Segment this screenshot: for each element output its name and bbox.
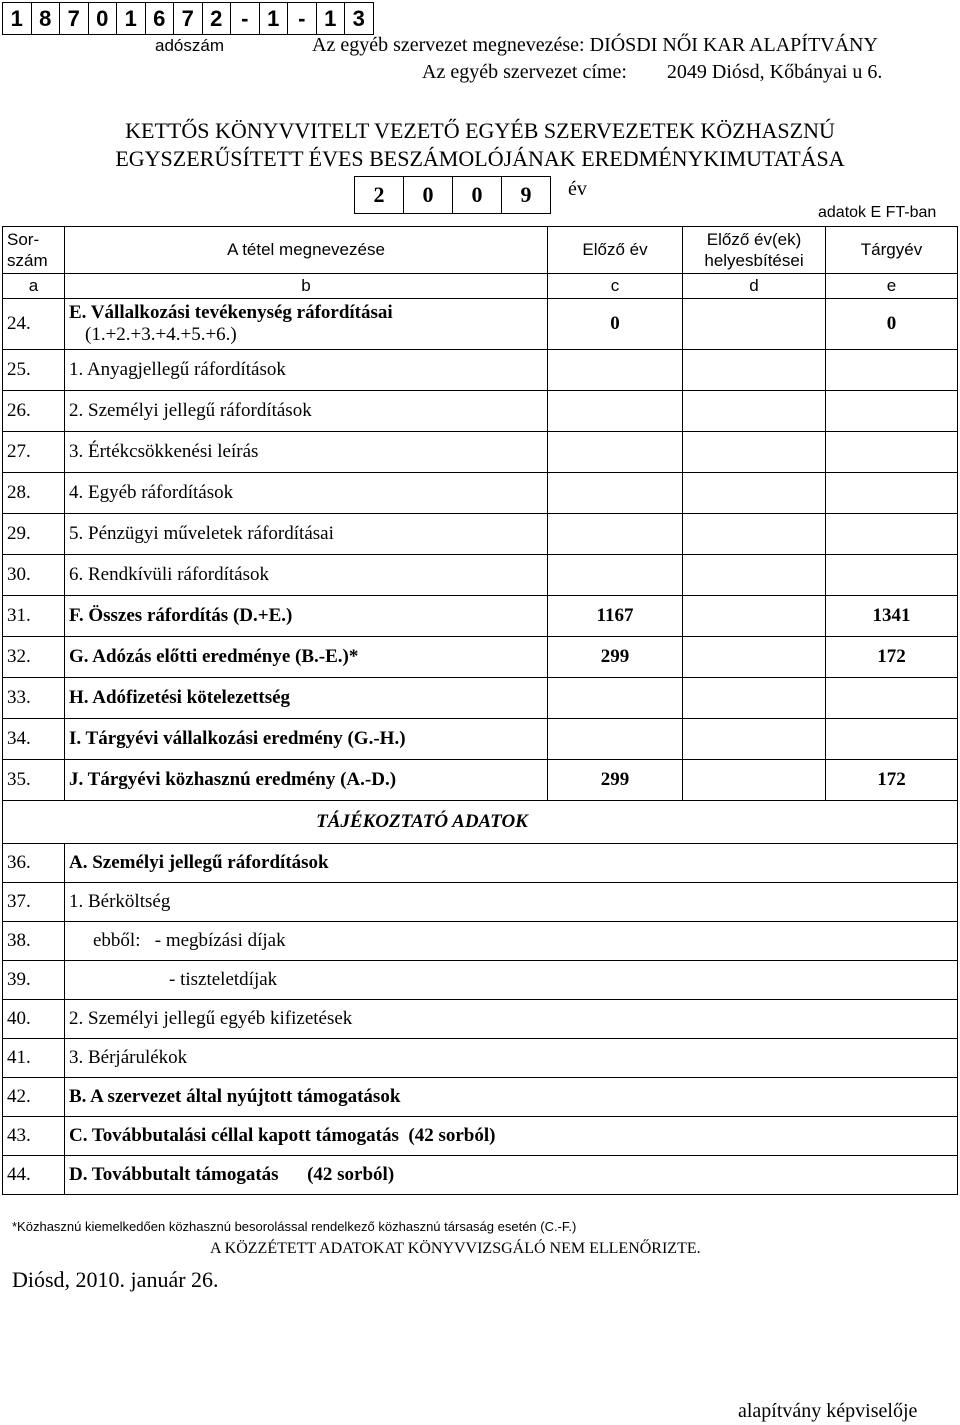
row-curr-value: 172 xyxy=(826,760,958,801)
header-current-year: Tárgyév xyxy=(826,227,958,274)
row-prev-value: 299 xyxy=(548,760,683,801)
row-corr-value xyxy=(683,760,826,801)
info-row-number: 43. xyxy=(3,1117,65,1156)
report-title-line1: KETTŐS KÖNYVVITELT VEZETŐ EGYÉB SZERVEZETEK KÖZHASZNÚ xyxy=(125,118,835,143)
tax-number-label: adószám xyxy=(155,36,224,55)
row-curr-value xyxy=(826,391,958,432)
row-curr-value: 172 xyxy=(826,637,958,678)
signature-label: alapítvány képviselője xyxy=(738,1400,918,1422)
income-statement-table xyxy=(2,226,958,1195)
tax-digit: 1 xyxy=(3,3,32,34)
row-prev-value xyxy=(548,350,683,391)
info-row-label: B. A szervezet által nyújtott támogatások xyxy=(65,1078,958,1117)
year-digit: 2 xyxy=(355,177,404,213)
tax-digit: 1 xyxy=(260,3,289,34)
header-previous-year: Előző év xyxy=(548,227,683,274)
footnote: *Közhasznú kiemelkedően közhasznú besorolással rendelkező közhasznú társaság esetén (C.-F.) xyxy=(12,1219,577,1234)
row-prev-value xyxy=(548,514,683,555)
info-heading-row xyxy=(3,801,958,844)
header-row-number-line2: szám xyxy=(7,251,48,270)
row-label: 5. Pénzügyi műveletek ráfordításai xyxy=(65,514,548,555)
table-row xyxy=(3,555,958,596)
info-row xyxy=(3,844,958,883)
column-letter: b xyxy=(65,274,548,299)
row-prev-value xyxy=(548,473,683,514)
row-number: 26. xyxy=(3,391,65,432)
info-heading: TÁJÉKOZTATÓ ADATOK xyxy=(3,801,958,844)
tax-digit: 3 xyxy=(352,6,365,31)
info-row-number: 39. xyxy=(3,961,65,1000)
row-corr-value xyxy=(683,299,826,350)
year-boxes xyxy=(354,176,551,214)
table-row xyxy=(3,432,958,473)
info-row xyxy=(3,1039,958,1078)
info-row-label: A. Személyi jellegű ráfordítások xyxy=(65,844,958,883)
row-label: J. Tárgyévi közhasznú eredmény (A.-D.) xyxy=(65,760,548,801)
header-item-name: A tétel megnevezése xyxy=(65,227,548,274)
org-name-row xyxy=(312,34,878,57)
row-label-line1: E. Vállalkozási tevékenység ráfordításai xyxy=(69,302,393,323)
info-row-label: 1. Bérköltség xyxy=(65,883,958,922)
row-corr-value xyxy=(683,678,826,719)
org-address-row xyxy=(422,61,882,84)
row-label: 3. Értékcsökkenési leírás xyxy=(65,432,548,473)
table-row xyxy=(3,719,958,760)
table-row xyxy=(3,299,958,350)
info-row xyxy=(3,1117,958,1156)
row-corr-value xyxy=(683,350,826,391)
row-curr-value xyxy=(826,719,958,760)
row-curr-value xyxy=(826,432,958,473)
info-row-number: 41. xyxy=(3,1039,65,1078)
info-row-number: 44. xyxy=(3,1156,65,1195)
info-row-label: ebből: - megbízási díjak xyxy=(65,922,958,961)
year-digit: 9 xyxy=(520,182,532,207)
tax-digit: - xyxy=(231,3,260,34)
audit-note: A KÖZZÉTETT ADATOKAT KÖNYVVIZSGÁLÓ NEM ELLENŐRIZTE. xyxy=(210,1240,701,1257)
row-label: F. Összes ráfordítás (D.+E.) xyxy=(65,596,548,637)
year-digit: 0 xyxy=(453,177,502,213)
row-curr-value xyxy=(826,350,958,391)
tax-digit: 6 xyxy=(146,3,175,34)
tax-digit: 2 xyxy=(203,3,232,34)
tax-number-boxes xyxy=(2,2,374,35)
header-row-number-line1: Sor- xyxy=(7,230,40,249)
row-label: 1. Anyagjellegű ráfordítások xyxy=(65,350,548,391)
row-prev-value xyxy=(548,719,683,760)
row-number: 35. xyxy=(3,760,65,801)
tax-digit: 7 xyxy=(60,3,89,34)
table-header-row xyxy=(3,227,958,274)
unit-label: adatok E FT-ban xyxy=(818,204,937,221)
row-number: 29. xyxy=(3,514,65,555)
info-row xyxy=(3,1156,958,1195)
org-address-label: Az egyéb szervezet címe: xyxy=(422,61,627,83)
info-row-number: 40. xyxy=(3,1000,65,1039)
column-letter-row xyxy=(3,274,958,299)
row-curr-value: 0 xyxy=(826,299,958,350)
row-curr-value: 1341 xyxy=(826,596,958,637)
row-label: 4. Egyéb ráfordítások xyxy=(65,473,548,514)
table-row xyxy=(3,760,958,801)
row-corr-value xyxy=(683,719,826,760)
row-prev-value: 0 xyxy=(548,299,683,350)
tax-digit: - xyxy=(288,3,317,34)
info-row-number: 42. xyxy=(3,1078,65,1117)
row-curr-value xyxy=(826,473,958,514)
row-prev-value xyxy=(548,678,683,719)
row-number: 24. xyxy=(3,299,65,350)
header-corrections-line2: helyesbítései xyxy=(704,251,804,270)
tax-digit: 1 xyxy=(117,3,146,34)
row-label-line2: (1.+2.+3.+4.+5.+6.) xyxy=(85,324,237,345)
header-corrections xyxy=(683,227,826,274)
row-number: 28. xyxy=(3,473,65,514)
info-row-label: 2. Személyi jellegű egyéb kifizetések xyxy=(65,1000,958,1039)
row-corr-value xyxy=(683,473,826,514)
header-corrections-line1: Előző év(ek) xyxy=(706,230,802,249)
row-label xyxy=(65,299,548,350)
info-row-number: 37. xyxy=(3,883,65,922)
row-corr-value xyxy=(683,596,826,637)
header-row-number xyxy=(3,227,65,274)
table-row xyxy=(3,350,958,391)
info-row-label: - tiszteletdíjak xyxy=(65,961,958,1000)
row-label: 6. Rendkívüli ráfordítások xyxy=(65,555,548,596)
row-prev-value: 1167 xyxy=(548,596,683,637)
row-number: 25. xyxy=(3,350,65,391)
info-row-number: 38. xyxy=(3,922,65,961)
info-row-label: D. Továbbutalt támogatás (42 sorból) xyxy=(65,1156,958,1195)
year-label: év xyxy=(568,178,587,200)
info-row xyxy=(3,961,958,1000)
row-number: 30. xyxy=(3,555,65,596)
row-number: 31. xyxy=(3,596,65,637)
info-row-label: C. Továbbutalási céllal kapott támogatás (42 sorból) xyxy=(65,1117,958,1156)
row-corr-value xyxy=(683,391,826,432)
org-name: DIÓSDI NŐI KAR ALAPÍTVÁNY xyxy=(589,34,878,56)
info-row-number: 36. xyxy=(3,844,65,883)
row-label: 2. Személyi jellegű ráfordítások xyxy=(65,391,548,432)
row-corr-value xyxy=(683,432,826,473)
row-number: 27. xyxy=(3,432,65,473)
column-letter: d xyxy=(683,274,826,299)
row-corr-value xyxy=(683,514,826,555)
info-row xyxy=(3,922,958,961)
row-curr-value xyxy=(826,555,958,596)
row-curr-value xyxy=(826,514,958,555)
table-row xyxy=(3,596,958,637)
column-letter: a xyxy=(3,274,65,299)
table-row xyxy=(3,637,958,678)
year-digit: 0 xyxy=(404,177,453,213)
row-label: I. Tárgyévi vállalkozási eredmény (G.-H.) xyxy=(65,719,548,760)
table-row xyxy=(3,391,958,432)
row-prev-value xyxy=(548,391,683,432)
info-row xyxy=(3,1000,958,1039)
row-label: G. Adózás előtti eredménye (B.-E.)* xyxy=(65,637,548,678)
tax-digit: 8 xyxy=(32,3,61,34)
row-curr-value xyxy=(826,678,958,719)
row-prev-value: 299 xyxy=(548,637,683,678)
table-row xyxy=(3,473,958,514)
row-number: 32. xyxy=(3,637,65,678)
table-row xyxy=(3,678,958,719)
place-date: Diósd, 2010. január 26. xyxy=(12,1267,219,1292)
column-letter: c xyxy=(548,274,683,299)
row-number: 34. xyxy=(3,719,65,760)
row-number: 33. xyxy=(3,678,65,719)
tax-digit: 0 xyxy=(89,3,118,34)
row-corr-value xyxy=(683,637,826,678)
info-row xyxy=(3,883,958,922)
tax-digit: 1 xyxy=(317,3,346,34)
row-corr-value xyxy=(683,555,826,596)
column-letter: e xyxy=(826,274,958,299)
row-label: H. Adófizetési kötelezettség xyxy=(65,678,548,719)
org-address: 2049 Diósd, Kőbányai u 6. xyxy=(666,61,883,83)
table-row xyxy=(3,514,958,555)
org-name-label: Az egyéb szervezet megnevezése: xyxy=(312,34,585,56)
row-prev-value xyxy=(548,432,683,473)
info-row xyxy=(3,1078,958,1117)
tax-digit: 7 xyxy=(174,3,203,34)
report-title-line2: EGYSZERŰSÍTETT ÉVES BESZÁMOLÓJÁNAK EREDMÉNYKIMUTATÁSA xyxy=(115,146,845,171)
row-prev-value xyxy=(548,555,683,596)
info-row-label: 3. Bérjárulékok xyxy=(65,1039,958,1078)
